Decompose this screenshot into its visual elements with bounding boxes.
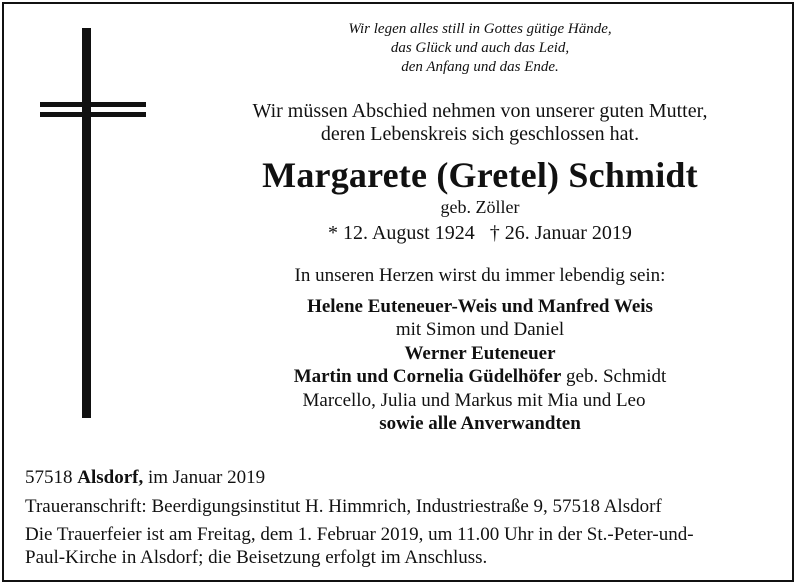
- intro-text: [205, 100, 755, 146]
- intro-line: deren Lebenskreis sich geschlossen hat.: [320, 123, 640, 145]
- mourner-line: Werner Euteneuer: [404, 342, 556, 364]
- motto-line: Wir legen alles still in Gottes gütige Hände,: [348, 21, 612, 37]
- mourner-line: sowie alle Anverwandten: [379, 413, 581, 435]
- ceremony-line: Die Trauerfeier ist am Freitag, dem 1. Februar 2019, um 11.00 Uhr in der St.-Peter-und-: [25, 524, 694, 545]
- motto-verse: [205, 20, 755, 77]
- hearts-line: In unseren Herzen wirst du immer lebendig sein:: [294, 265, 666, 286]
- ceremony-info: [25, 523, 785, 569]
- mourner-line: Martin und Cornelia Güdelhöfer geb. Schmidt: [293, 366, 667, 388]
- motto-line: den Anfang und das Ende.: [401, 59, 559, 75]
- mourners-list: [220, 295, 740, 435]
- mourner-line: Helene Euteneuer-Weis und Manfred Weis: [307, 296, 653, 317]
- life-dates: * 12. August 1924 † 26. Januar 2019: [328, 222, 632, 244]
- motto-line: das Glück und auch das Leid,: [390, 40, 570, 56]
- intro-line: Wir müssen Abschied nehmen von unserer guten Mutter,: [252, 100, 708, 122]
- mourner-line: Marcello, Julia und Markus mit Mia und Leo: [302, 389, 646, 411]
- place-date: 57518 Alsdorf, im Januar 2019: [25, 467, 266, 488]
- mourner-line: mit Simon und Daniel: [395, 319, 565, 341]
- born-name: geb. Zöller: [440, 197, 520, 217]
- ceremony-line: Paul-Kirche in Alsdorf; die Beisetzung erfolgt im Anschluss.: [25, 547, 488, 568]
- deceased-name: Margarete (Gretel) Schmidt: [262, 155, 698, 195]
- mourning-address: Traueranschrift: Beerdigungsinstitut H. Himmrich, Industriestraße 9, 57518 Alsdorf: [25, 496, 662, 517]
